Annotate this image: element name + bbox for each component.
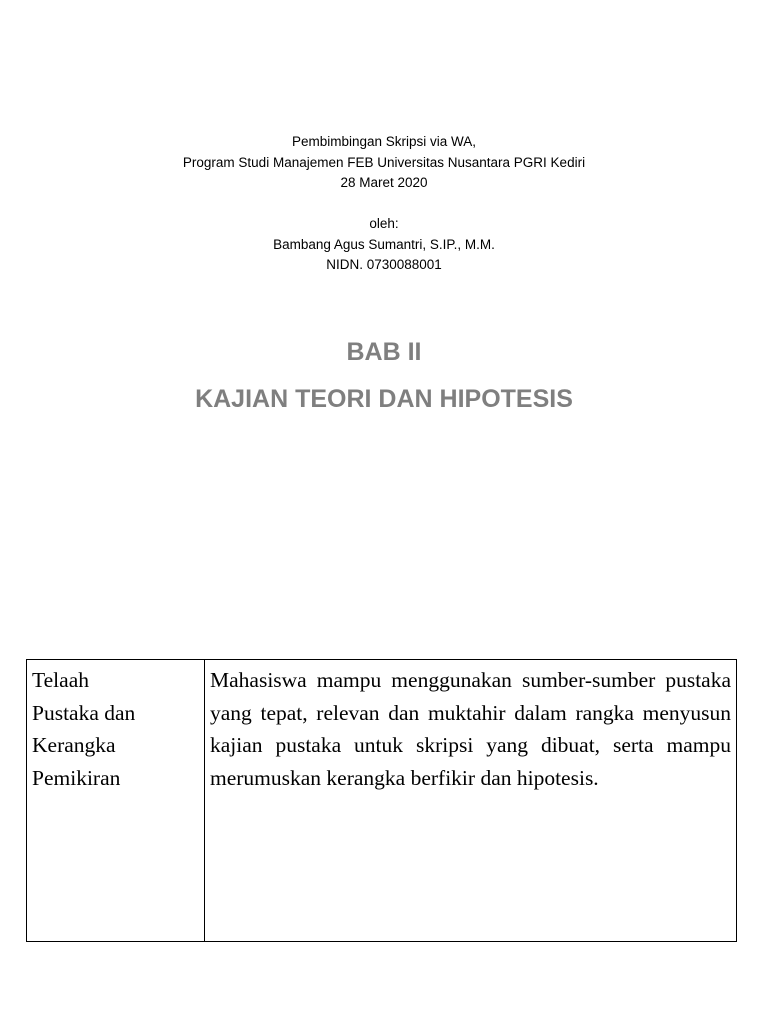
header-program-line: Program Studi Manajemen FEB Universitas Nusantara PGRI Kediri [182,154,586,170]
topic-line: Telaah [32,668,89,692]
header-guidance-line: Pembimbingan Skripsi via WA, [291,134,477,149]
header-block [0,132,768,276]
chapter-title: KAJIAN TEORI DAN HIPOTESIS [195,385,573,413]
header-author-name: Bambang Agus Sumantri, S.IP., M.M. [273,236,495,252]
topic-line: Pemikiran [32,765,121,790]
header-spacer [0,194,768,215]
learning-outcome-table [26,659,737,942]
description-cell [205,660,737,942]
header-by-label: oleh: [369,216,399,231]
chapter-number: BAB II [346,338,422,366]
header-date-line: 28 Maret 2020 [340,175,428,190]
topic-line: Pustaka dan [32,700,136,725]
topic-line: Kerangka [32,733,116,757]
header-author-id: NIDN. 0730088001 [326,257,442,272]
topic-cell [27,660,205,942]
description-text: Mahasiswa mampu menggunakan sumber-sumber pustaka yang tepat, relevan dan muktahir dalam rangka menyusun kajian pustaka untuk skripsi yang dibuat, serta mampu merumuskan kerangka berfikir dan hipotesis. [210,668,731,790]
table-row [27,660,737,942]
